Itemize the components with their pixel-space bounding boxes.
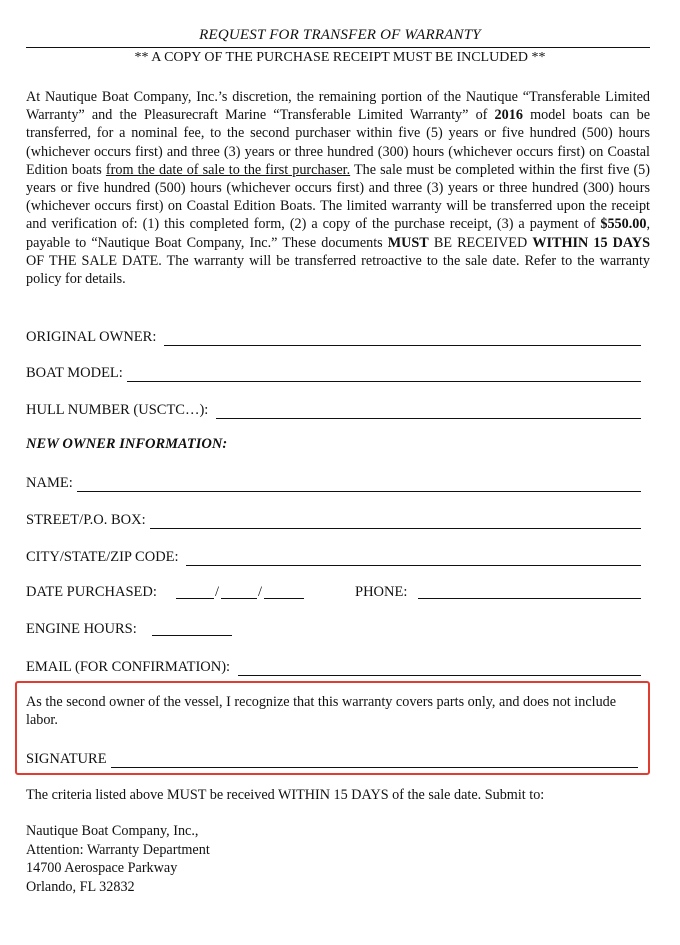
name-field[interactable]	[26, 472, 641, 492]
intro-text-1: At Nautique Boat Company, Inc.’s discretion, the remaining portion of the Nautique “Transferable Limited Warranty” and the Pleasurecraft Marine “Transferable Limited Warranty” of	[26, 89, 650, 124]
deadline-emphasis: WITHIN 15 DAYS	[532, 234, 650, 251]
date-purchased-row	[26, 583, 641, 603]
city-state-zip-field[interactable]	[26, 546, 641, 566]
intro-paragraph	[26, 88, 650, 288]
must-emphasis: MUST	[387, 234, 429, 251]
original-owner-field[interactable]	[26, 326, 641, 346]
boat-model-input[interactable]	[127, 366, 641, 382]
address-line: Nautique Boat Company, Inc.,	[26, 823, 199, 839]
name-label: NAME:	[26, 475, 73, 491]
boat-model-label: BOAT MODEL:	[26, 365, 123, 381]
email-input[interactable]	[238, 660, 641, 676]
email-field[interactable]	[26, 656, 641, 676]
intro-text-3: The sale must be completed within the first five (5) years or five hundred (500) hours (whichever occurs first) and three (3) years or three hundred (300) hours (whichever occurs first) on Coastal Edition Boats. The limited warranty will be transferred upon the receipt and verification of: (1) this completed form, (2) a copy of the purchase receipt, (3) a payment of	[26, 161, 651, 233]
date-purchased-label: DATE PURCHASED:	[26, 584, 161, 600]
hull-number-field[interactable]	[26, 399, 641, 419]
model-year: 2016	[494, 107, 523, 124]
street-label: STREET/P.O. BOX:	[26, 512, 146, 528]
phone-label: PHONE:	[355, 584, 408, 600]
acknowledgement-text: As the second owner of the vessel, I recognize that this warranty covers parts only, and does not include labor.	[26, 694, 617, 729]
mailing-address	[26, 822, 210, 896]
address-line: 14700 Aerospace Parkway	[26, 860, 178, 876]
receipt-notice: ** A COPY OF THE PURCHASE RECEIPT MUST BE INCLUDED **	[134, 50, 546, 65]
boat-model-field[interactable]	[26, 362, 641, 382]
address-line: Orlando, FL 32832	[26, 878, 135, 895]
address-line: Attention: Warranty Department	[26, 841, 210, 858]
original-owner-input[interactable]	[164, 330, 641, 346]
transfer-fee: $550.00	[600, 216, 647, 233]
date-slash-2: /	[258, 584, 263, 600]
hull-number-input[interactable]	[216, 403, 641, 419]
date-slash-1: /	[215, 584, 220, 600]
intro-underlined: from the date of sale to the first purchaser.	[105, 161, 351, 178]
intro-text-6: OF THE SALE DATE. The warranty will be transferred retroactive to the sale date. Refer to the warranty policy for details.	[26, 252, 650, 288]
intro-text-2: model boats can be transferred, for a nominal fee, to the second purchaser within five (5) years or five hundred (500) hours (whichever occurs first) and three (3) years or three hundred (300) hours (whichever occurs first) on Coastal Edition boats	[26, 107, 650, 178]
intro-text-4: , payable to “Nautique Boat Company, Inc.” These documents	[26, 216, 650, 251]
date-day-input[interactable]	[221, 597, 257, 599]
city-state-zip-input[interactable]	[186, 550, 641, 566]
new-owner-heading: NEW OWNER INFORMATION:	[26, 436, 228, 452]
criteria-note: The criteria listed above MUST be received WITHIN 15 DAYS of the sale date. Submit to:	[26, 787, 545, 803]
street-input[interactable]	[150, 513, 641, 529]
hull-number-label: HULL NUMBER (USCTC…):	[26, 402, 212, 418]
date-year-input[interactable]	[264, 597, 304, 599]
date-month-input[interactable]	[176, 597, 214, 599]
phone-input[interactable]	[418, 598, 641, 599]
form-title: REQUEST FOR TRANSFER OF WARRANTY	[199, 27, 481, 43]
signature-label: SIGNATURE	[26, 751, 107, 767]
engine-hours-input[interactable]	[152, 635, 232, 636]
name-input[interactable]	[77, 476, 641, 492]
signature-field[interactable]	[26, 748, 638, 768]
original-owner-label: ORIGINAL OWNER:	[26, 329, 160, 345]
engine-hours-label: ENGINE HOURS:	[26, 621, 141, 637]
title-divider	[26, 47, 650, 48]
intro-text-5: BE RECEIVED	[428, 234, 533, 251]
signature-input[interactable]	[111, 752, 638, 768]
city-state-zip-label: CITY/STATE/ZIP CODE:	[26, 549, 183, 565]
email-label: EMAIL (FOR CONFIRMATION):	[26, 659, 234, 675]
street-field[interactable]	[26, 509, 641, 529]
